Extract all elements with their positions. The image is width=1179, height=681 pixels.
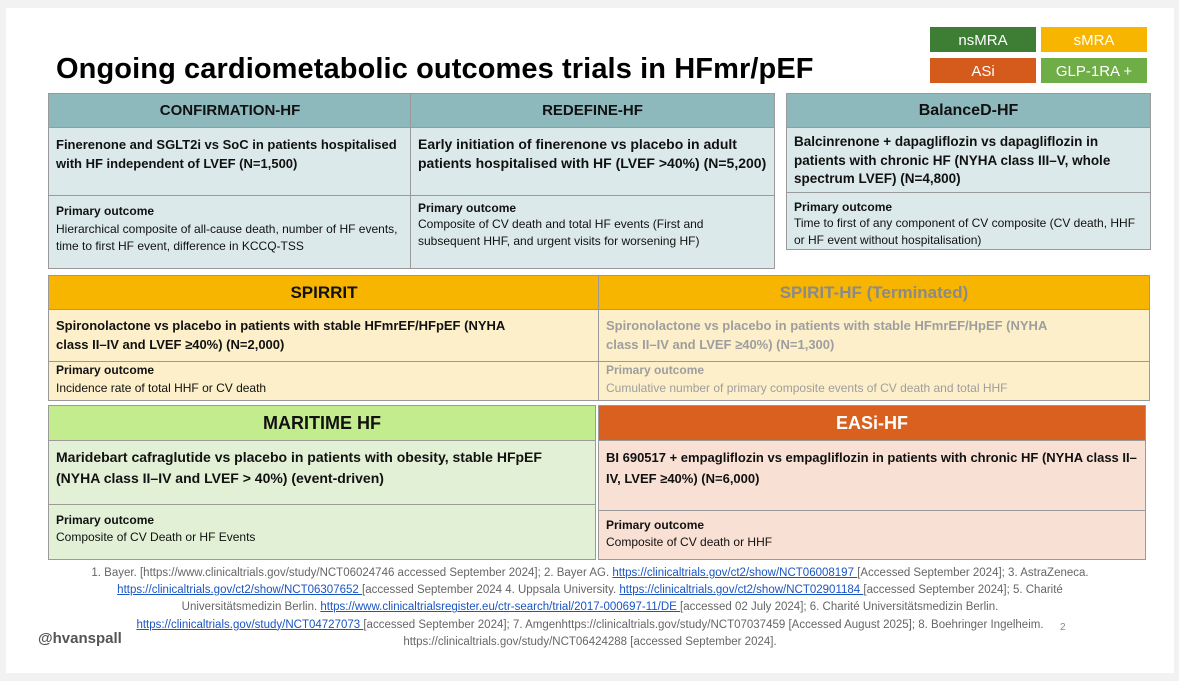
trial-header: CONFIRMATION-HF [49,94,411,128]
primary-outcome-text: Composite of CV Death or HF Events [56,530,256,544]
trial-description: Spironolactone vs placebo in patients with stable HFmrEF/HpEF (NYHA class II–IV and LVEF ≥40%) (N=1,300) [606,318,1047,352]
trial-card-spirit-hf [598,275,1150,401]
trial-card-spirrit [48,275,600,401]
trial-header: REDEFINE-HF [411,94,774,128]
trial-header: BalanceD-HF [787,94,1150,128]
ref-link-nct02901184[interactable]: https://clinicaltrials.gov/ct2/show/NCT02901184 [619,584,864,597]
trial-description: BI 690517 + empagliflozin vs empagliflozin in patients with chronic HF (NYHA class II–IV, LVEF ≥40%) (N=6,000) [606,450,1137,486]
primary-outcome-text: Time to first of any component of CV composite (CV death, HHF or HF event without hospitalisation) [794,216,1136,247]
ref-text: 1. Bayer. [https://www.clinicaltrials.gov/study/NCT06024746 accessed September 2024]; 2. Bayer AG. [91,567,613,579]
trial-header: MARITIME HF [49,406,595,441]
primary-outcome-label: Primary outcome [606,518,705,532]
slide-title: Ongoing cardiometabolic outcomes trials in HFmr/pEF [56,53,814,85]
ref-text: [accessed September 2024 4. Uppsala University. [362,584,620,597]
divider [411,195,774,196]
trial-description: Early initiation of finerenone vs placebo in adult patients hospitalised with HF (LVEF >40%) (N=5,200) [418,136,767,171]
trial-description: Finerenone and SGLT2i vs SoC in patients hospitalised with HF independent of LVEF (N=1,500) [56,137,397,171]
divider [787,192,1150,193]
trial-description: Maridebart cafraglutide vs placebo in patients with obesity, stable HFpEF (NYHA class II–IV and LVEF > 40%) (event-driven) [56,449,542,486]
primary-outcome-label: Primary outcome [418,201,517,215]
trial-card-balanced-hf [786,93,1151,250]
primary-outcome-label: Primary outcome [56,363,155,377]
trial-header: EASi-HF [599,406,1145,441]
legend-asi: ASi [929,57,1037,84]
ref-text: [Accessed September 2024]; 3. AstraZeneca. [857,567,1089,579]
author-handle: @hvanspall [38,630,122,647]
trial-card-maritime-hf [48,405,596,560]
legend-nsmra: nsMRA [929,26,1037,53]
trial-description: Balcinrenone + dapagliflozin vs dapagliflozin in patients with chronic HF (NYHA class III–V, whole spectrum LVEF) (N=4,800) [794,134,1111,186]
page-number: 2 [1060,622,1066,633]
trial-card-confirmation-hf [48,93,412,269]
trial-card-easi-hf [598,405,1146,560]
primary-outcome-label: Primary outcome [56,513,155,527]
ref-text: [accessed September 2024]; 5. Charité Universitätsmedizin Berlin. [181,584,1063,614]
primary-outcome-label: Primary outcome [606,363,705,377]
ref-text: [accessed 02 July 2024]; 6. Charité Universitätsmedizin Berlin. [680,601,999,614]
trial-header: SPIRRIT [49,276,599,310]
legend-glp1ra: GLP-1RA + [1040,57,1148,84]
ref-text: [accessed September 2024]; 7. Amgenhttps://clinicaltrials.gov/study/NCT07037459 [Accessed August 2025]; 8. Boehringer Ingelheim. https://clinicaltrials.gov/study/NCT06424288 [accessed September 2024]. [363,618,1044,648]
primary-outcome-label: Primary outcome [794,200,893,214]
primary-outcome-text: Incidence rate of total HHF or CV death [56,381,267,395]
ref-link-nct06008197[interactable]: https://clinicaltrials.gov/ct2/show/NCT06008197 [612,567,858,579]
divider [49,361,599,362]
references [90,565,1090,651]
divider [599,510,1145,511]
primary-outcome-label: Primary outcome [56,204,155,218]
trial-card-redefine-hf [410,93,775,269]
ref-link-nct04727073[interactable]: https://clinicaltrials.gov/study/NCT04727073 [136,618,364,631]
divider [49,504,595,505]
trial-description: Spironolactone vs placebo in patients with stable HFmrEF/HFpEF (NYHA class II–IV and LVEF ≥40%) (N=2,000) [56,318,505,352]
primary-outcome-text: Composite of CV death or HHF [606,535,773,549]
divider [599,361,1149,362]
divider [49,195,411,196]
ref-link-nct06307652[interactable]: https://clinicaltrials.gov/ct2/show/NCT06307652 [117,584,362,597]
legend-smra: sMRA [1040,26,1148,53]
primary-outcome-text: Hierarchical composite of all-cause death, number of HF events, time to first HF event, difference in KCCQ-TSS [56,222,398,253]
primary-outcome-text: Cumulative number of primary composite events of CV death and total HHF [606,381,1008,395]
trial-header: SPIRIT-HF (Terminated) [599,276,1149,310]
primary-outcome-text: Composite of CV death and total HF events (First and subsequent HHF, and urgent visits for worsening HF) [418,217,704,248]
ref-link-euctr[interactable]: https://www.clinicaltrialsregister.eu/ctr-search/trial/2017-000697-11/DE [320,601,680,614]
